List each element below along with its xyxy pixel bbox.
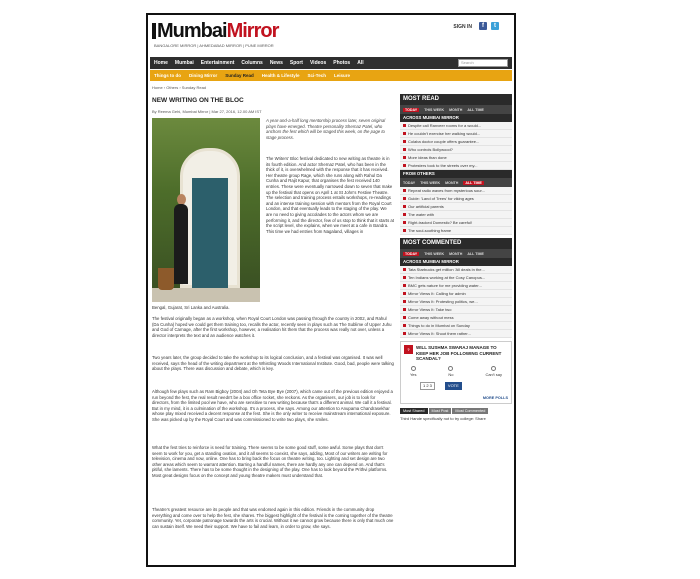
article-headline: NEW WRITING ON THE BLOC <box>152 97 244 104</box>
poll-options <box>404 366 508 377</box>
list-item[interactable]: Our artificial parents <box>400 203 512 211</box>
list-item[interactable]: Guide: 'Land of Trees' for viking ages <box>400 195 512 203</box>
logo-mark <box>152 23 156 39</box>
tab-this-week[interactable]: THIS WEEK <box>420 180 441 185</box>
bullet-icon <box>403 324 406 327</box>
news-page <box>146 13 516 567</box>
tab-today[interactable]: TODAY <box>405 251 418 256</box>
bullet-icon <box>403 164 406 167</box>
subnav-item-health[interactable]: Health & Lifestyle <box>261 73 300 78</box>
poll-option-yes[interactable]: Yes <box>410 366 417 377</box>
more-polls-link[interactable]: MORE POLLS <box>482 395 508 400</box>
site-logo[interactable] <box>152 21 278 41</box>
tab-all-time[interactable]: ALL TIME <box>467 251 484 256</box>
bullet-icon <box>403 284 406 287</box>
article-paragraph: Two years later, the group decided to take the workshop to its logical conclusion, and a festival was organised. It was well received, says the head of the writing department at the Whistling Woods International Institute. Good, bad, people were talking about the plays. There was discussion and debate, which is key. <box>152 355 394 372</box>
tab-most-post[interactable]: Most Post <box>429 408 452 414</box>
photo-floor <box>152 288 260 302</box>
sister-sites-links[interactable]: BANGALORE MIRROR | AHMEDABAD MIRROR | PUNE MIRROR <box>154 43 274 48</box>
list-item[interactable]: BMC gets nature for me providing water... <box>400 282 512 290</box>
list-item[interactable]: Who controls Bollywood? <box>400 146 512 154</box>
facebook-icon[interactable]: f <box>479 22 487 30</box>
nav-item-news[interactable]: News <box>269 60 283 66</box>
article-paragraph: Although few plays such as Ram Bigboy (2004) and Oh Teta Bye Bye (2007), which came out of the previous edition enjoyed a run beyond the fest, the real result needn't be a box office rocket, she reckons. As the organisers, our job is to look for directors, from the limited pool we have, who are sensitive to new writing because that's a different animal. We call it a festival. But in my mind, it is a culmination of the workshop. It's a process, she says. Among our attention to Anupama Chandrasekhar whose play mixed received a decent response at the fest. She is the only writer to receive mainstream international exposure. She was picked up by the Royal Court and was commissioned to write two plays, she smiles. <box>152 389 393 422</box>
bottom-tabs <box>400 408 512 414</box>
logo-mirror-text: Mirror <box>226 20 279 42</box>
bullet-icon <box>403 124 406 127</box>
article-paragraph: The Writers' Bloc festival dedicated to new writing as theatre is in its fourth edition. And actor Shernaz Patel, who has been in the thick of it, is overwhelmed with the response that it has received. Her theatre group Rage, which she runs along with Rahul Da Cunha and Rajit Kapur, that organises the fest received 140 entries. These were eventually narrowed down to seven that make up the festival that opens on April 1 at St John's Festive Theatre. The selection and training process entails workshops, re-readings and an intense training session with mentors from the Royal Court London, and that eventually leads to the staging of the play. We are no need to giving accolades to the actors whom we are performing it, and the director, few of us stop to think that it starts at the script level, she explains, when we meet at a cafe in Bandra. This time we had entries from Nagaland, villages in <box>266 156 394 234</box>
search-input[interactable]: Search <box>458 59 508 67</box>
site-header <box>148 15 514 55</box>
bullet-icon <box>403 276 406 279</box>
subnav-item-sunday-read[interactable]: Sunday Read <box>225 73 254 78</box>
list-item[interactable]: Mirror Views It: Shoot them rather... <box>400 330 512 338</box>
poll-actions <box>404 382 508 390</box>
tab-all-time[interactable]: ALL TIME <box>465 180 482 185</box>
nav-item-entertainment[interactable]: Entertainment <box>200 60 235 66</box>
bottom-tab-item[interactable]: Third Hande specifically not to try college: Share <box>400 415 486 421</box>
list-item[interactable]: Ten Indians working at the Cosy Canopus... <box>400 274 512 282</box>
radio-icon[interactable] <box>448 366 453 371</box>
most-commented-title: MOST COMMENTED <box>400 238 512 249</box>
radio-icon[interactable] <box>411 366 416 371</box>
bullet-icon <box>403 308 406 311</box>
bullet-icon <box>403 205 406 208</box>
most-commented-tabs <box>400 249 512 258</box>
tab-this-week[interactable]: THIS WEEK <box>424 107 445 112</box>
bullet-icon <box>403 332 406 335</box>
breadcrumb[interactable]: Home › Others › Sunday Read <box>152 85 207 90</box>
list-item[interactable]: He couldn't exercise her walking would... <box>400 130 512 138</box>
nav-item-home[interactable]: Home <box>154 60 168 66</box>
bullet-icon <box>403 300 406 303</box>
poll-option-no[interactable]: No <box>448 366 453 377</box>
article-paragraph-end: Bengal, Gujarat, Sri Lanka and Australia. <box>152 305 230 310</box>
photo-door-panel <box>192 178 228 288</box>
list-item[interactable]: The soul-soothing frame <box>400 227 512 235</box>
nav-item-photos[interactable]: Photos <box>333 60 351 66</box>
bullet-icon <box>403 213 406 216</box>
most-read-title: MOST READ <box>400 94 512 105</box>
subnav-item-dining[interactable]: Dining Mirror <box>189 73 218 78</box>
list-item[interactable]: More ideas than done <box>400 154 512 162</box>
photo-person <box>174 204 188 284</box>
list-item[interactable]: Things to do in Mumbai on Sunday <box>400 322 512 330</box>
list-item[interactable]: Colaba doctor couple offers guarantee... <box>400 138 512 146</box>
list-item[interactable]: Come away without mess <box>400 314 512 322</box>
bullet-icon <box>403 140 406 143</box>
list-item[interactable]: Protesters took to the streets over my... <box>400 162 512 170</box>
bullet-icon <box>403 197 406 200</box>
bullet-icon <box>403 316 406 319</box>
list-item[interactable]: Mirror Views It: Calling for admin <box>400 290 512 298</box>
bullet-icon <box>403 221 406 224</box>
bullet-icon <box>403 292 406 295</box>
main-nav <box>150 57 512 69</box>
article-paragraph: What the fest tries to reinforce is need for training. There seems to be some good stuff, some awful. Some plays that don't seem to work for you, get a standing ovation, and it all seems to coexist, she says, adding, Most of our writers are writing for television, cinema and now, online. One has to bring back the focus on theatre writing, too. Lighting and set design are two other areas which seem to warrant attention. Barring a handful names, there are hardly any one can depend on. And that's pitiful, she laments. There has to be some thought in the designing of the play. One has to look beyond the Prithvi platforms. Most great designs focus on the concept and young theatre makers must understand that. <box>152 445 388 478</box>
radio-icon[interactable] <box>491 366 496 371</box>
article-paragraph: Theatre's greatest resource are its people and that was endorsed again in this edition. Friends in the community drop everything and come over to help the fest, she shares. The biggest highlight of the festival is the coming together of the theatre community. Yet, corporate patronage towards the arts is crucial. Without it we cannot grow because there is only that much one can sustain itself. We need their support. We have to fail and learn, in order to grow, she says. <box>152 507 394 529</box>
list-item[interactable]: Tata Starbucks get million 'All deals in the... <box>400 266 512 274</box>
poll-icon: ? <box>404 345 413 354</box>
sign-in-link[interactable]: SIGN IN <box>453 24 472 30</box>
list-item[interactable]: Mirror Views It: Take two <box>400 306 512 314</box>
bullet-icon <box>403 268 406 271</box>
tab-this-week[interactable]: THIS WEEK <box>424 251 445 256</box>
article-intro: A year-and-a-half long mentorship process later, seven original plays have emerged. Theatre personality Shernaz Patel, who anchors the fest which will be staged this week, on the page to stage process. <box>266 118 386 140</box>
article-paragraph: The festival originally began as a workshop, when Royal Court London was passing through the country in 2002, and Rahul (Da Cunha) hoped we could get them training too, recalls the actor, recently seen in plays such as The Sublime of Upper Juhu and God of Carnage, after the first workshop, however, a realisation hit them that the process was really not over, unless a director interprets the text and an audience watches it. <box>152 316 392 338</box>
list-item[interactable]: The water with <box>400 211 512 219</box>
nav-item-mumbai[interactable]: Mumbai <box>174 60 194 66</box>
tab-most-commented[interactable]: Most Commented <box>452 408 488 414</box>
sub-nav <box>150 70 512 81</box>
tab-today[interactable]: TODAY <box>403 180 416 185</box>
section-header: FROM OTHERS <box>400 170 512 178</box>
bullet-icon <box>403 132 406 135</box>
poll-question: ? WILL SUSHMA SWARAJ MANAGE TO KEEP HER JOB FOLLOWING CURRENT SCANDAL? <box>404 345 508 362</box>
article-photo <box>152 118 260 302</box>
list-item[interactable]: Despite call Ranveer rooms for a would... <box>400 122 512 130</box>
photo-plant-pot <box>158 268 174 290</box>
right-sidebar <box>400 94 512 421</box>
nav-item-videos[interactable]: Videos <box>309 60 327 66</box>
twitter-icon[interactable]: t <box>491 22 499 30</box>
captcha-select[interactable]: 1 2 3 <box>420 382 435 390</box>
list-item[interactable]: Mirror Views It: Protesting politics, we... <box>400 298 512 306</box>
poll-box <box>400 341 512 404</box>
from-others-tabs <box>400 178 512 187</box>
subnav-item-leisure[interactable]: Leisure <box>333 73 350 78</box>
tab-month[interactable]: MONTH <box>449 107 463 112</box>
subnav-item-things-to-do[interactable]: Things to do <box>154 73 181 78</box>
list-item[interactable]: Repeat radio waves from mysterious sour... <box>400 187 512 195</box>
bullet-icon <box>403 148 406 151</box>
list-item[interactable]: Right-tracked Domestic? Be careful! <box>400 219 512 227</box>
most-read-tabs <box>400 105 512 114</box>
bullet-icon <box>403 156 406 159</box>
subnav-item-scitech[interactable]: Sci-Tech <box>307 73 326 78</box>
nav-item-columns[interactable]: Columns <box>241 60 263 66</box>
nav-item-sport[interactable]: Sport <box>289 60 303 66</box>
logo-mumbai-text: Mumbai <box>157 20 227 42</box>
vote-button[interactable]: VOTE <box>445 382 462 390</box>
tab-month[interactable]: MONTH <box>445 180 459 185</box>
poll-option-cant-say[interactable]: Can't say <box>485 366 502 377</box>
section-header: ACROSS MUMBAI MIRROR <box>400 258 512 266</box>
article-byline: By Reema Gehi, Mumbai Mirror | Mar 27, 2016, 12.00 AM IST <box>152 109 262 114</box>
tab-all-time[interactable]: ALL TIME <box>467 107 484 112</box>
tab-today[interactable]: TODAY <box>405 107 418 112</box>
section-header: ACROSS MUMBAI MIRROR <box>400 114 512 122</box>
tab-month[interactable]: MONTH <box>449 251 463 256</box>
tab-most-shared[interactable]: Most Shared <box>400 408 428 414</box>
bullet-icon <box>403 229 406 232</box>
nav-item-all[interactable]: All <box>357 60 364 66</box>
bullet-icon <box>403 189 406 192</box>
